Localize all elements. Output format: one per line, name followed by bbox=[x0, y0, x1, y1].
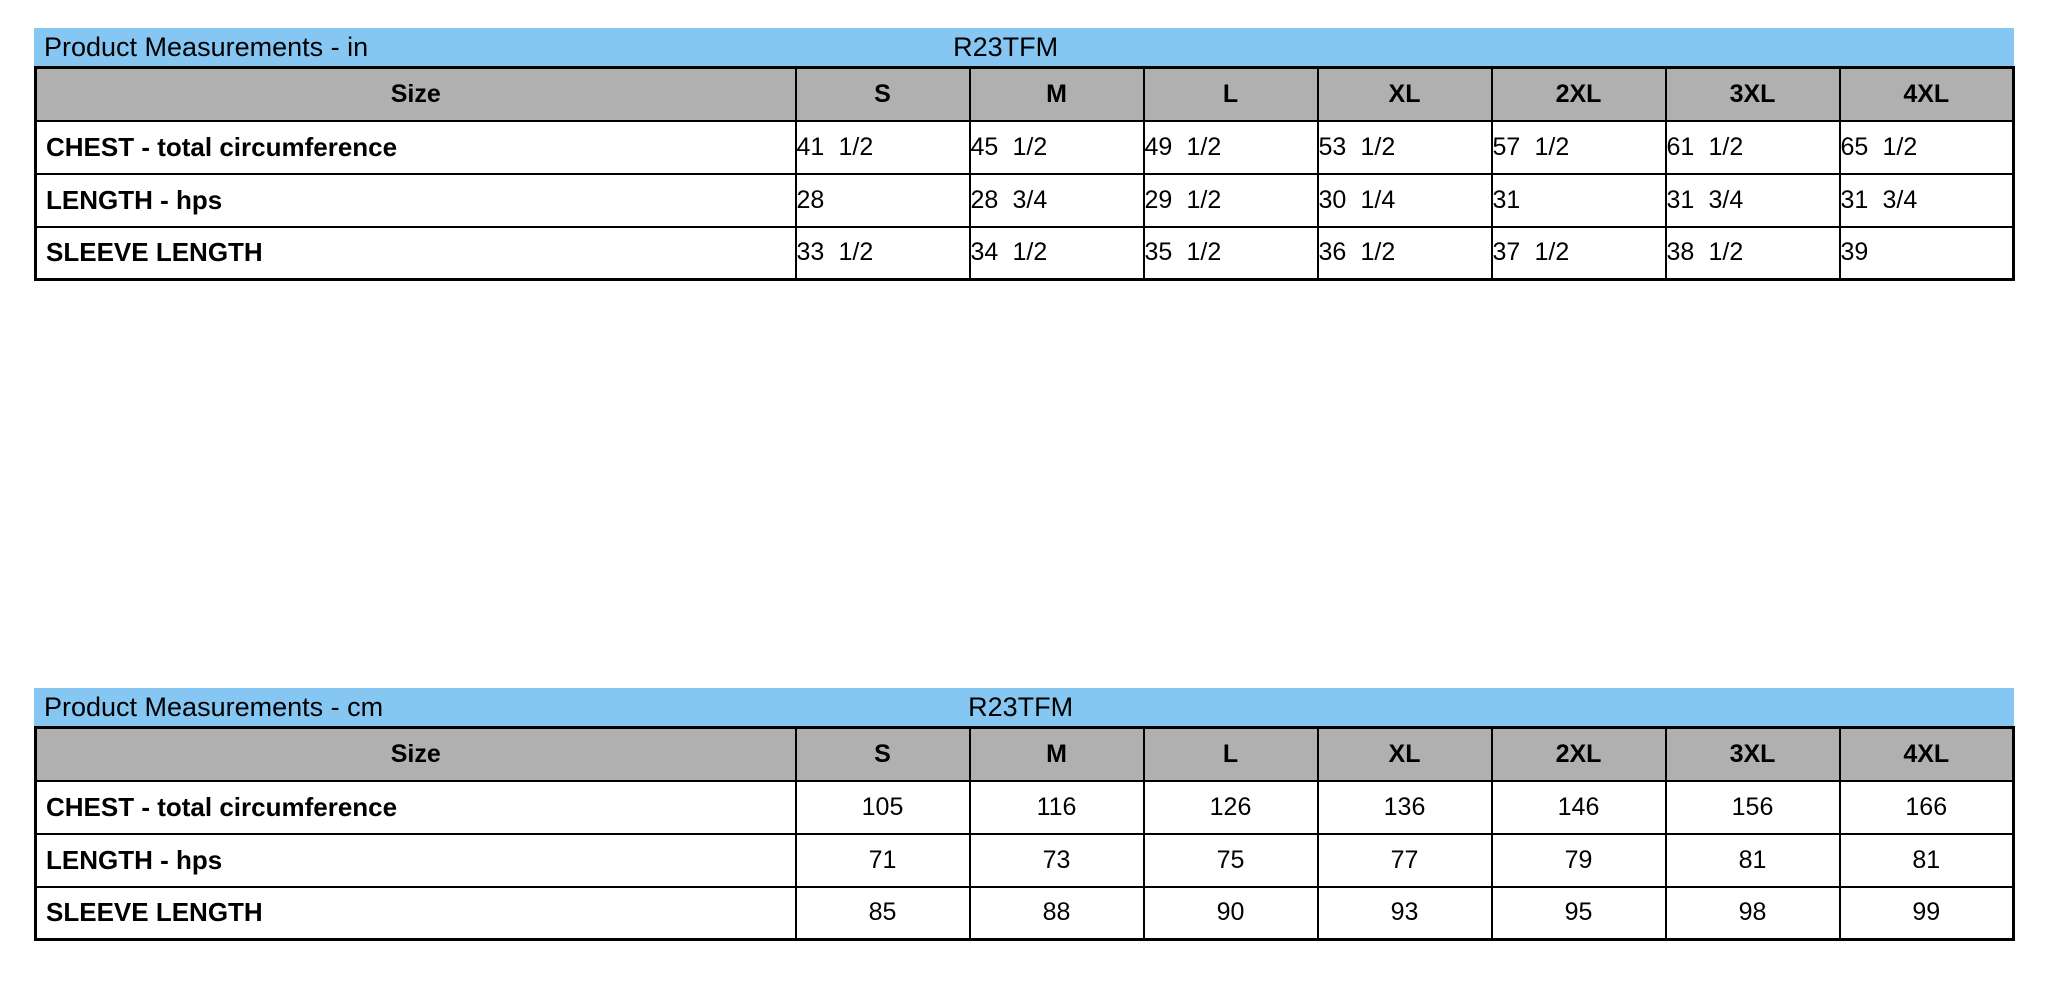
value-fraction: 1/2 bbox=[1360, 132, 1396, 161]
value-whole: 61 bbox=[1666, 132, 1695, 161]
cell-chest-2xl: 146 bbox=[1492, 781, 1666, 834]
value-fraction: 3/4 bbox=[1012, 185, 1048, 214]
cell-length-xl: 77 bbox=[1318, 834, 1492, 887]
value-fraction: 3/4 bbox=[1882, 185, 1918, 214]
table-row bbox=[36, 781, 2014, 834]
value-fraction: 1/2 bbox=[1708, 238, 1744, 267]
table-row bbox=[36, 834, 2014, 887]
column-header-s: S bbox=[796, 728, 970, 781]
value-whole: 28 bbox=[796, 185, 825, 214]
column-header-4xl: 4XL bbox=[1840, 728, 2014, 781]
size-chart-inches bbox=[34, 28, 2014, 281]
row-label-chest: CHEST - total circumference bbox=[36, 121, 796, 174]
cell-length-m: 73 bbox=[970, 834, 1144, 887]
row-label-length: LENGTH - hps bbox=[36, 834, 796, 887]
cell-chest-l: 126 bbox=[1144, 781, 1318, 834]
cell-chest-s bbox=[796, 121, 970, 174]
cell-sleeve-xl: 93 bbox=[1318, 887, 1492, 940]
column-header-3xl: 3XL bbox=[1666, 728, 1840, 781]
cell-length-4xl bbox=[1840, 174, 2014, 227]
cell-sleeve-4xl bbox=[1840, 227, 2014, 280]
value-whole: 41 bbox=[796, 132, 825, 161]
cell-sleeve-s bbox=[796, 227, 970, 280]
cell-chest-l bbox=[1144, 121, 1318, 174]
column-header-2xl: 2XL bbox=[1492, 728, 1666, 781]
cell-length-2xl: 79 bbox=[1492, 834, 1666, 887]
banner-style-code-centimeters: R23TFM bbox=[968, 691, 1074, 722]
value-whole: 39 bbox=[1840, 238, 1869, 267]
cell-chest-s: 105 bbox=[796, 781, 970, 834]
measurements-table-inches bbox=[34, 66, 2015, 281]
banner-inches bbox=[34, 28, 2014, 66]
row-label-length: LENGTH - hps bbox=[36, 174, 796, 227]
value-whole: 33 bbox=[796, 238, 825, 267]
table-row bbox=[36, 121, 2014, 174]
measurements-table-centimeters bbox=[34, 726, 2015, 941]
cell-sleeve-3xl bbox=[1666, 227, 1840, 280]
cell-sleeve-m bbox=[970, 227, 1144, 280]
value-fraction: 1/2 bbox=[1882, 132, 1918, 161]
value-whole: 65 bbox=[1840, 132, 1869, 161]
value-fraction: 3/4 bbox=[1708, 185, 1744, 214]
value-whole: 36 bbox=[1318, 238, 1347, 267]
row-label-sleeve: SLEEVE LENGTH bbox=[36, 227, 796, 280]
table-row bbox=[36, 227, 2014, 280]
value-whole: 31 bbox=[1492, 185, 1521, 214]
value-fraction: 1/4 bbox=[1360, 185, 1396, 214]
cell-chest-2xl bbox=[1492, 121, 1666, 174]
cell-chest-m: 116 bbox=[970, 781, 1144, 834]
cell-chest-4xl: 166 bbox=[1840, 781, 2014, 834]
cell-chest-xl bbox=[1318, 121, 1492, 174]
value-whole: 31 bbox=[1666, 185, 1695, 214]
value-whole: 31 bbox=[1840, 185, 1869, 214]
value-fraction: 1/2 bbox=[1708, 132, 1744, 161]
cell-sleeve-2xl: 95 bbox=[1492, 887, 1666, 940]
column-header-size: Size bbox=[36, 68, 796, 121]
column-header-xl: XL bbox=[1318, 728, 1492, 781]
banner-style-code-inches: R23TFM bbox=[953, 31, 1059, 62]
column-header-l: L bbox=[1144, 68, 1318, 121]
cell-chest-3xl: 156 bbox=[1666, 781, 1840, 834]
size-chart-centimeters bbox=[34, 688, 2014, 941]
cell-chest-3xl bbox=[1666, 121, 1840, 174]
value-whole: 53 bbox=[1318, 132, 1347, 161]
table-header-row bbox=[36, 728, 2014, 781]
column-header-xl: XL bbox=[1318, 68, 1492, 121]
cell-length-2xl bbox=[1492, 174, 1666, 227]
row-label-sleeve: SLEEVE LENGTH bbox=[36, 887, 796, 940]
cell-length-3xl bbox=[1666, 174, 1840, 227]
cell-sleeve-xl bbox=[1318, 227, 1492, 280]
column-header-3xl: 3XL bbox=[1666, 68, 1840, 121]
cell-length-3xl: 81 bbox=[1666, 834, 1840, 887]
column-header-size: Size bbox=[36, 728, 796, 781]
value-fraction: 1/2 bbox=[1186, 132, 1222, 161]
value-whole: 49 bbox=[1144, 132, 1173, 161]
column-header-4xl: 4XL bbox=[1840, 68, 2014, 121]
value-whole: 34 bbox=[970, 238, 999, 267]
cell-chest-xl: 136 bbox=[1318, 781, 1492, 834]
cell-sleeve-l: 90 bbox=[1144, 887, 1318, 940]
cell-sleeve-m: 88 bbox=[970, 887, 1144, 940]
value-fraction: 1/2 bbox=[1534, 132, 1570, 161]
banner-centimeters bbox=[34, 688, 2014, 726]
value-whole: 45 bbox=[970, 132, 999, 161]
value-whole: 28 bbox=[970, 185, 999, 214]
cell-length-s: 71 bbox=[796, 834, 970, 887]
value-fraction: 1/2 bbox=[838, 238, 874, 267]
value-whole: 35 bbox=[1144, 238, 1173, 267]
column-header-l: L bbox=[1144, 728, 1318, 781]
value-whole: 30 bbox=[1318, 185, 1347, 214]
cell-length-l: 75 bbox=[1144, 834, 1318, 887]
banner-title-inches: Product Measurements - in bbox=[44, 31, 369, 62]
value-fraction: 1/2 bbox=[1360, 238, 1396, 267]
cell-sleeve-2xl bbox=[1492, 227, 1666, 280]
value-fraction: 1/2 bbox=[838, 132, 874, 161]
cell-length-m bbox=[970, 174, 1144, 227]
value-whole: 57 bbox=[1492, 132, 1521, 161]
value-fraction: 1/2 bbox=[1186, 185, 1222, 214]
value-whole: 38 bbox=[1666, 238, 1695, 267]
cell-sleeve-3xl: 98 bbox=[1666, 887, 1840, 940]
column-header-2xl: 2XL bbox=[1492, 68, 1666, 121]
cell-chest-m bbox=[970, 121, 1144, 174]
table-header-row bbox=[36, 68, 2014, 121]
cell-length-4xl: 81 bbox=[1840, 834, 2014, 887]
row-label-chest: CHEST - total circumference bbox=[36, 781, 796, 834]
column-header-m: M bbox=[970, 728, 1144, 781]
value-fraction: 1/2 bbox=[1012, 238, 1048, 267]
value-fraction: 1/2 bbox=[1186, 238, 1222, 267]
cell-sleeve-l bbox=[1144, 227, 1318, 280]
value-whole: 37 bbox=[1492, 238, 1521, 267]
cell-length-xl bbox=[1318, 174, 1492, 227]
value-fraction: 1/2 bbox=[1012, 132, 1048, 161]
value-fraction: 1/2 bbox=[1534, 238, 1570, 267]
cell-chest-4xl bbox=[1840, 121, 2014, 174]
cell-sleeve-4xl: 99 bbox=[1840, 887, 2014, 940]
banner-title-centimeters: Product Measurements - cm bbox=[44, 691, 384, 722]
cell-length-l bbox=[1144, 174, 1318, 227]
cell-length-s bbox=[796, 174, 970, 227]
value-whole: 29 bbox=[1144, 185, 1173, 214]
table-row bbox=[36, 887, 2014, 940]
column-header-s: S bbox=[796, 68, 970, 121]
column-header-m: M bbox=[970, 68, 1144, 121]
table-row bbox=[36, 174, 2014, 227]
cell-sleeve-s: 85 bbox=[796, 887, 970, 940]
